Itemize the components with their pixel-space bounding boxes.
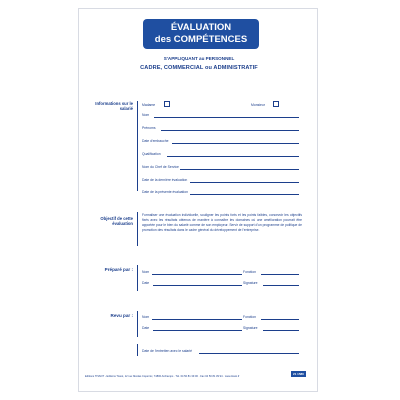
section-prepare-label: Préparé par : — [104, 267, 133, 272]
madame-checkbox[interactable] — [164, 101, 170, 107]
form-title-banner — [143, 19, 259, 49]
footer-publisher: Éditions TISSOT - Éditions Tissot, 12 rue Nicolas Copernic, 74800 Archamps · Tél. 04 50 81 39 00 · Fax 04 50 81 39 94 · www.tissot.fr — [85, 375, 240, 378]
monsieur-label: Monsieur — [251, 103, 265, 107]
revu-signature-label: Signature — [243, 326, 258, 330]
field-chef-label: Nom du Chef de Service — [142, 165, 179, 169]
revu-fonction-line[interactable] — [261, 319, 299, 320]
field-embauche-label: Date d'embauche — [142, 139, 169, 143]
field-derniere-evaluation-label: Date de la dernière évaluation — [142, 178, 188, 182]
section-objectif-label: Objectif de cette évaluation — [100, 216, 133, 226]
section-entretien-divider — [137, 344, 138, 356]
field-prenoms-label: Prénoms — [142, 126, 156, 130]
form-title-line1: ÉVALUATION — [170, 22, 232, 33]
field-presente-evaluation-line[interactable] — [190, 194, 299, 195]
form-title-line2: des COMPÉTENCES — [154, 34, 248, 45]
field-embauche-line[interactable] — [172, 143, 299, 144]
form-subtitle-1: S'APPLIQUANT au PERSONNEL — [163, 56, 235, 61]
reference-badge: 21 1580 — [293, 372, 304, 376]
section-prepare-divider — [137, 265, 138, 291]
section-info-label: Informations sur le salarié — [95, 101, 133, 111]
field-qualification-line[interactable] — [167, 156, 299, 157]
prepare-date-label: Date — [142, 281, 150, 285]
section-revu-divider — [137, 311, 138, 337]
prepare-nom-line[interactable] — [152, 274, 242, 275]
field-nom-label: Nom — [142, 113, 150, 117]
prepare-signature-line[interactable] — [263, 285, 299, 286]
monsieur-checkbox[interactable] — [273, 101, 279, 107]
prepare-fonction-label: Fonction — [243, 270, 257, 274]
prepare-fonction-line[interactable] — [261, 274, 299, 275]
section-revu-label: Revu par : — [110, 313, 133, 318]
form-sheet — [78, 8, 318, 392]
field-chef-line[interactable] — [180, 169, 299, 170]
entretien-date-line[interactable] — [199, 353, 299, 354]
revu-fonction-label: Fonction — [243, 315, 257, 319]
entretien-date-label: Date de l'entretien avec le salarié — [142, 349, 193, 353]
section-objectif-text: Formaliser une évaluation individuelle, souligner les points forts et les points faibles, concevoir les objectifs fixés avec les résultats obtenus de manière à connaître les domaines où une amélioration pourrait être apportée pour le bien du salarié comme de son employeur. Servir de support d'un programme de politique de promotion des résultats dans le cadre général du développement de l'entreprise. — [142, 213, 302, 232]
section-objectif-divider — [137, 212, 138, 246]
field-nom-line[interactable] — [154, 117, 299, 118]
prepare-nom-label: Nom — [142, 270, 150, 274]
revu-date-line[interactable] — [153, 330, 242, 331]
revu-signature-line[interactable] — [263, 330, 299, 331]
field-derniere-evaluation-line[interactable] — [190, 182, 299, 183]
field-prenoms-line[interactable] — [161, 130, 299, 131]
revu-nom-line[interactable] — [152, 319, 242, 320]
revu-date-label: Date — [142, 326, 150, 330]
form-subtitle-2: CADRE, COMMERCIAL ou ADMINISTRATIF — [140, 65, 258, 71]
section-info-divider — [137, 101, 138, 191]
prepare-date-line[interactable] — [153, 285, 242, 286]
field-presente-evaluation-label: Date de la présente évaluation — [142, 190, 188, 194]
prepare-signature-label: Signature — [243, 281, 258, 285]
revu-nom-label: Nom — [142, 315, 150, 319]
field-qualification-label: Qualification — [142, 152, 161, 156]
madame-label: Madame — [142, 103, 156, 107]
